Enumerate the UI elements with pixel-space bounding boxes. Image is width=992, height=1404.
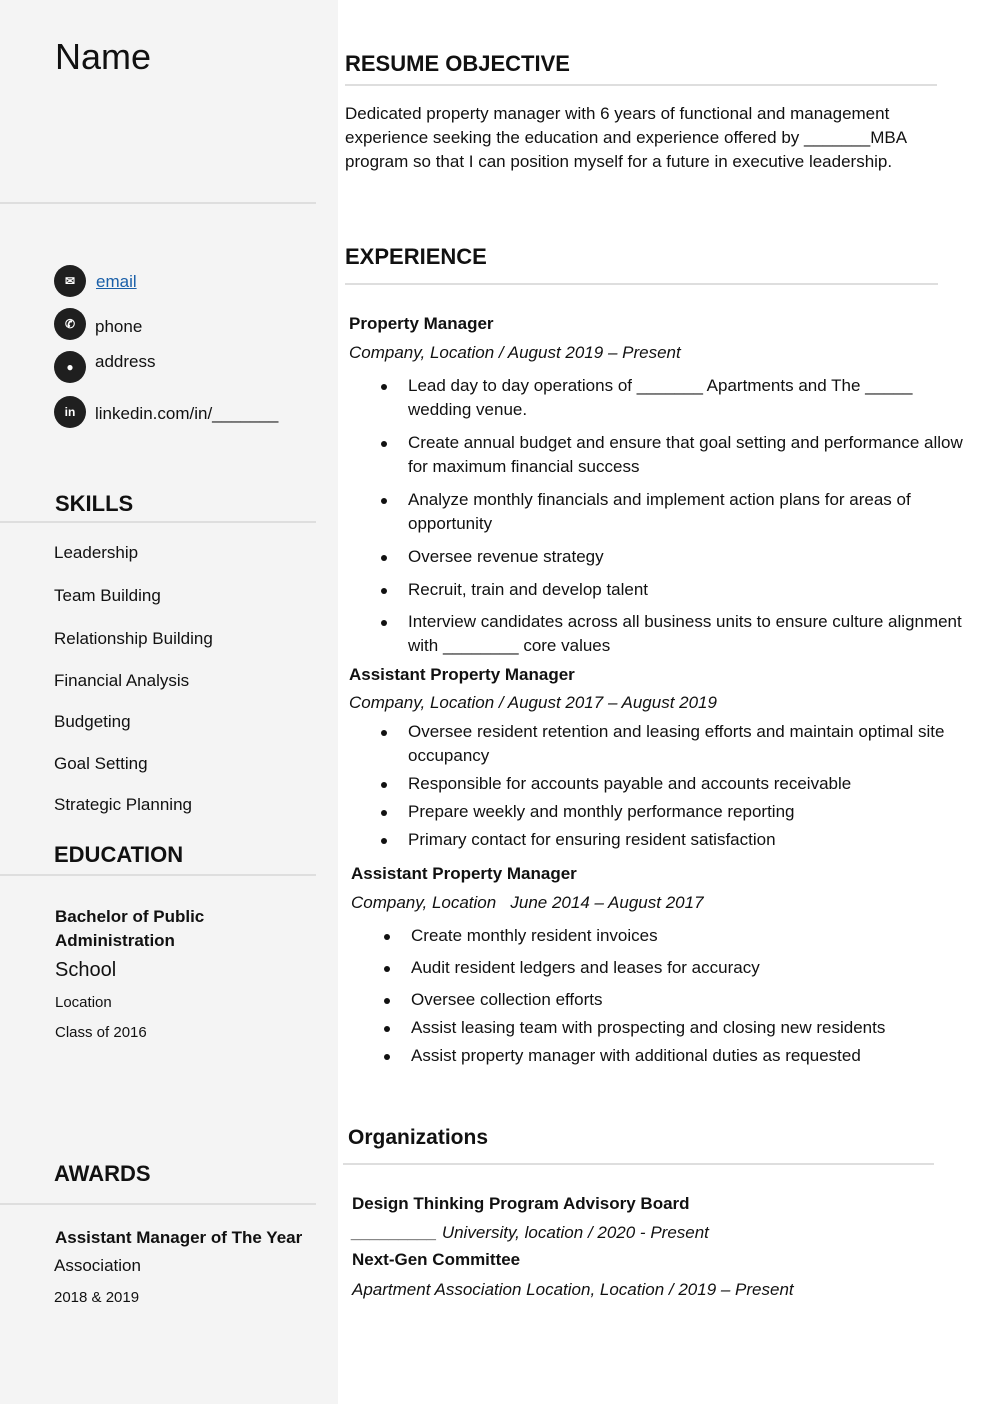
- award-title: Assistant Manager of The Year: [55, 1228, 303, 1247]
- job-bullet: Recruit, train and develop talent: [408, 578, 968, 602]
- email-link[interactable]: email: [96, 272, 137, 291]
- job-bullet: Interview candidates across all business units to ensure culture alignment with ________ core values: [408, 610, 968, 658]
- skill-item: Budgeting: [54, 712, 131, 731]
- job-title: Assistant Property Manager: [349, 665, 575, 684]
- skill-item: Financial Analysis: [54, 671, 190, 690]
- job-bullet: Oversee resident retention and leasing efforts and maintain optimal site occupancy: [408, 720, 968, 768]
- organization-title: Next-Gen Committee: [352, 1250, 521, 1269]
- skills-heading: SKILLS: [55, 491, 134, 516]
- skill-item: Team Building: [54, 586, 161, 605]
- award-org: Association: [54, 1256, 141, 1275]
- linkedin-text: linkedin.com/in/_______: [95, 404, 279, 423]
- job-title: Property Manager: [349, 314, 494, 333]
- class-year: Class of 2016: [55, 1024, 147, 1041]
- job-meta: Company, Location / August 2019 – Present: [349, 343, 681, 362]
- phone-text: phone: [95, 317, 143, 336]
- education-location: Location: [55, 994, 112, 1011]
- job-bullet: Assist property manager with additional duties as requested: [411, 1044, 971, 1068]
- awards-heading: AWARDS: [54, 1161, 151, 1186]
- divider: [0, 874, 316, 876]
- job-bullet: Oversee collection efforts: [411, 988, 971, 1012]
- objective-line: program so that I can position myself for a future in executive leadership.: [345, 152, 893, 171]
- divider: [0, 521, 316, 523]
- job-meta: Company, Location June 2014 – August 2017: [351, 893, 704, 912]
- experience-heading: EXPERIENCE: [345, 244, 487, 269]
- job-bullet: Assist leasing team with prospecting and closing new residents: [411, 1016, 971, 1040]
- job-title: Assistant Property Manager: [351, 864, 577, 883]
- skill-item: Strategic Planning: [54, 795, 192, 814]
- job-meta: Company, Location / August 2017 – August 2019: [349, 693, 717, 712]
- divider: [0, 1203, 316, 1205]
- job-bullet: Responsible for accounts payable and accounts receivable: [408, 772, 968, 796]
- job-bullet: Analyze monthly financials and implement action plans for areas of opportunity: [408, 488, 968, 536]
- objective-heading: RESUME OBJECTIVE: [345, 51, 570, 76]
- organization-meta: _________ University, location / 2020 - Present: [352, 1223, 709, 1242]
- education-heading: EDUCATION: [54, 842, 184, 867]
- skill-item: Relationship Building: [54, 629, 213, 648]
- skill-item: Goal Setting: [54, 754, 148, 773]
- phone-icon: ✆: [54, 308, 86, 340]
- objective-line: Dedicated property manager with 6 years of functional and management: [345, 104, 890, 123]
- email-icon: ✉: [54, 265, 86, 297]
- job-bullet: Lead day to day operations of _______ Apartments and The _____ wedding venue.: [408, 374, 968, 422]
- divider: [345, 84, 937, 86]
- candidate-name: Name: [55, 36, 152, 77]
- skill-item: Leadership: [54, 543, 139, 562]
- degree: Bachelor of Public: [55, 907, 205, 926]
- location-pin-icon: ●: [54, 351, 86, 383]
- job-bullet: Create annual budget and ensure that goal setting and performance allow for maximum financial success: [408, 431, 968, 479]
- linkedin-icon: in: [54, 396, 86, 428]
- divider: [0, 202, 316, 204]
- address-text: address: [95, 352, 156, 371]
- job-bullet: Audit resident ledgers and leases for accuracy: [411, 956, 971, 980]
- organization-title: Design Thinking Program Advisory Board: [352, 1194, 690, 1213]
- organizations-heading: Organizations: [348, 1126, 489, 1149]
- job-bullet: Create monthly resident invoices: [411, 924, 971, 948]
- divider: [343, 1163, 934, 1165]
- school: School: [55, 959, 117, 981]
- divider: [345, 283, 938, 285]
- degree: Administration: [55, 931, 175, 950]
- job-bullet: Prepare weekly and monthly performance reporting: [408, 800, 968, 824]
- objective-line: experience seeking the education and experience offered by _______MBA: [345, 128, 908, 147]
- job-bullet: Primary contact for ensuring resident satisfaction: [408, 828, 968, 852]
- job-bullet: Oversee revenue strategy: [408, 545, 968, 569]
- sidebar: [0, 0, 338, 1404]
- organization-meta: Apartment Association Location, Location / 2019 – Present: [352, 1280, 794, 1299]
- award-years: 2018 & 2019: [54, 1289, 140, 1306]
